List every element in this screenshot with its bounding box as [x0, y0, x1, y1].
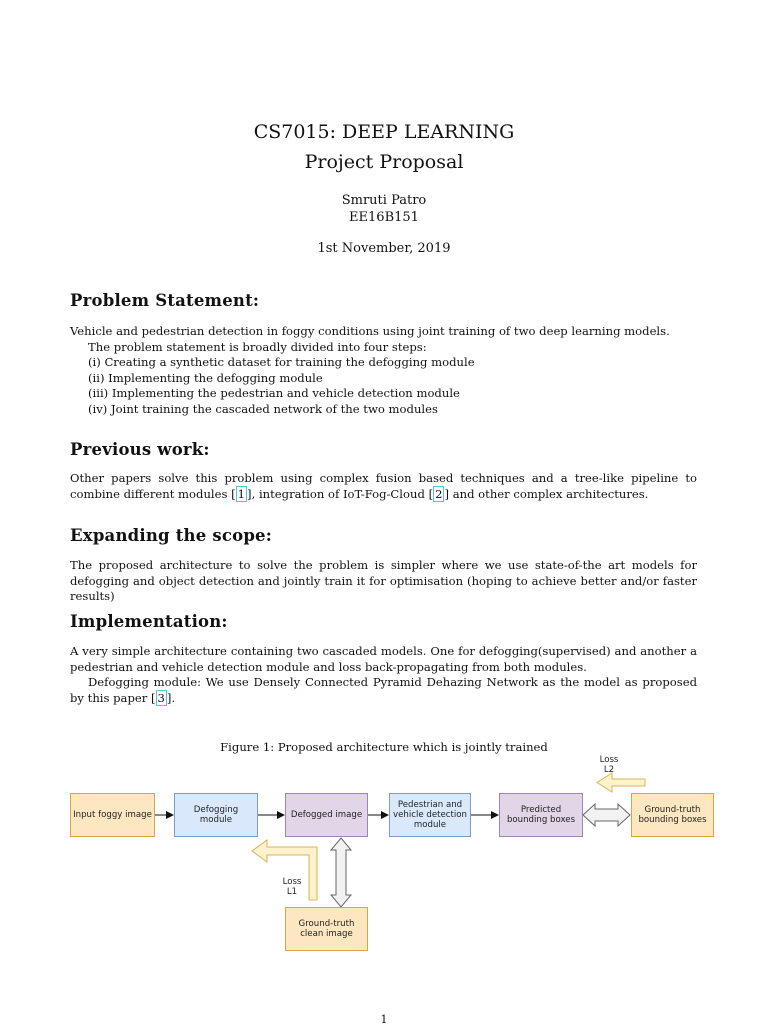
problem-step: (iv) Joint training the cascaded network of the two modules — [88, 401, 438, 416]
loss-l2-label-line: Loss — [599, 755, 619, 765]
problem-step: (ii) Implementing the defogging module — [88, 370, 323, 385]
previous-text: and other complex architectures. — [449, 486, 649, 501]
paper-subtitle: Project Proposal — [304, 151, 464, 173]
paper-title: CS7015: DEEP LEARNING — [253, 121, 515, 143]
implementation-p1: A very simple architecture containing two cascaded models. One for defogging(supervised) and another a pedestrian and vehicle detection module and loss back-propagating from both modules. — [70, 644, 697, 674]
section-heading-implementation: Implementation: — [70, 612, 228, 631]
previous-work-body: Other papers solve this problem using complex fusion based techniques and a tree-like pipeline to combine different modules [ 1 ], integration of IoT-Fog-Cloud [ 2 ] and other complex architectures. — [70, 471, 697, 501]
loss-l2-arrow — [597, 773, 645, 792]
problem-intro: Vehicle and pedestrian detection in foggy conditions using joint training of two deep learning models. — [70, 324, 670, 338]
loss-l1-label-line: L1 — [286, 887, 298, 897]
problem-step: (i) Creating a synthetic dataset for training the defogging module — [88, 355, 475, 369]
previous-text: Other papers solve this problem using complex fusion based techniques and a tree-like pipeline to combine different modules — [70, 471, 697, 501]
loss-l1-label-line: Loss — [282, 877, 302, 887]
implementation-p2: Defogging module: We use Densely Connected Pyramid Dehazing Network as the model as proposed by this paper — [70, 675, 697, 705]
section-heading-problem: Problem Statement: — [70, 291, 260, 310]
detection-module-box: Pedestrian and vehicle detection module — [389, 793, 471, 837]
loss-l1-label — [280, 877, 304, 897]
section-heading-scope: Expanding the scope: — [70, 526, 273, 545]
comparison-double-arrow — [331, 838, 351, 907]
ground-truth-bounding-boxes-box: Ground-truth bounding boxes — [631, 793, 714, 837]
figure-caption: Figure 1: Proposed architecture which is jointly trained — [220, 740, 548, 754]
section-heading-previous: Previous work: — [70, 440, 210, 459]
page-number: 1 — [380, 1013, 388, 1026]
defogged-image-box: Defogged image — [285, 793, 368, 837]
citation-link[interactable]: 2 — [435, 486, 443, 501]
problem-step: (iii) Implementing the pedestrian and vehicle detection module — [88, 386, 460, 400]
implementation-body: A very simple architecture containing two cascaded models. One for defogging(supervised) and another a pedestrian and vehicle detection module and loss back-propagating from both modules. Defogging module: We use Densely Connected Pyramid Dehazing Network as the model as proposed by this paper [ 3 ]. — [70, 644, 697, 705]
implementation-p2-end: . — [171, 690, 176, 705]
paper-date: 1st November, 2019 — [317, 241, 451, 256]
predicted-bounding-boxes-box: Predicted bounding boxes — [499, 793, 583, 837]
scope-text: The proposed architecture to solve the problem is simpler where we use state-of-the art models for defogging and object detection and jointly train it for optimisation (hoping to achieve better and/or faster results) — [70, 558, 697, 603]
loss-l2-label — [597, 755, 621, 775]
citation-link[interactable]: 1 — [237, 486, 246, 501]
problem-lead: The problem statement is broadly divided into four steps: — [88, 339, 427, 354]
author-roll: EE16B151 — [349, 210, 419, 225]
input-foggy-image-box: Input foggy image — [70, 793, 155, 837]
citation-link[interactable]: 3 — [157, 690, 165, 705]
previous-text: , integration of IoT-Fog-Cloud — [251, 486, 429, 501]
loss-l2-label-line: L2 — [603, 765, 615, 775]
defogging-module-box: Defogging module — [174, 793, 258, 837]
ground-truth-clean-image-box: Ground-truth clean image — [285, 907, 368, 951]
comparison-double-arrow — [583, 804, 630, 826]
author-name: Smruti Patro — [341, 193, 427, 208]
